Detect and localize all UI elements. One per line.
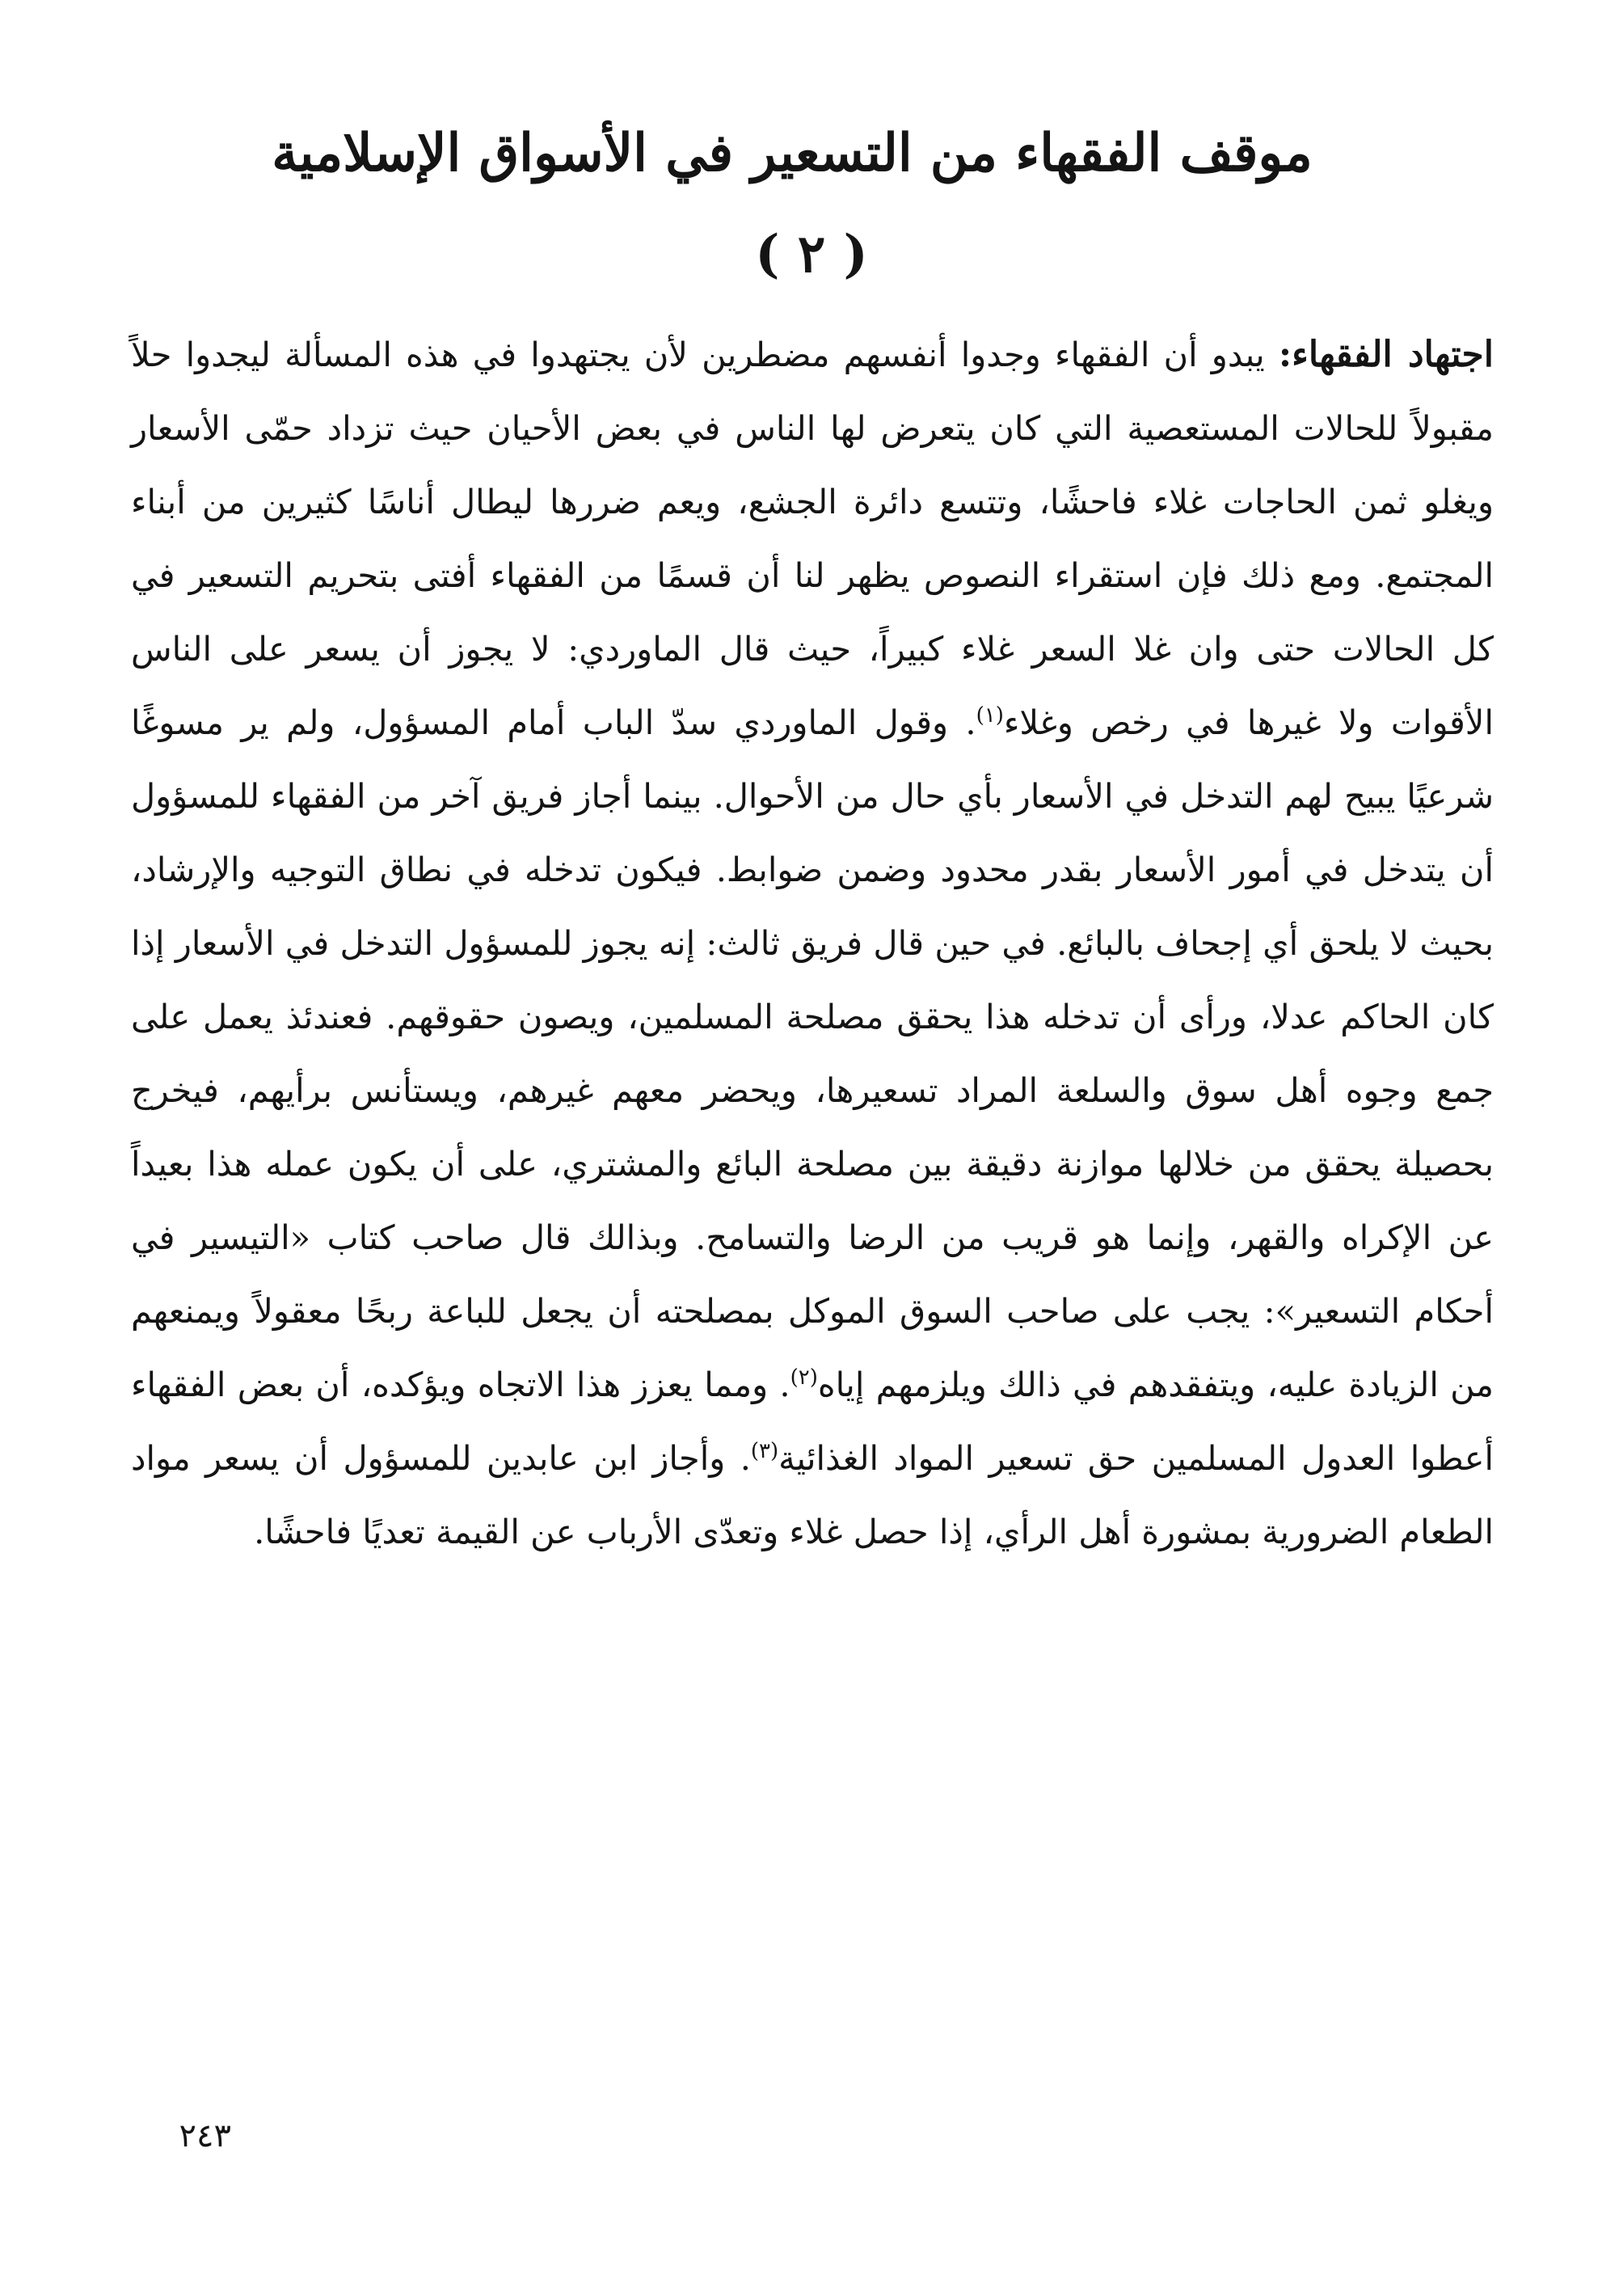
footnote-ref-3: (٣) (750, 1439, 779, 1464)
paragraph-text-1: يبدو أن الفقهاء وجدوا أنفسهم مضطرين لأن يجتهدوا في هذه المسألة ليجدوا حلاً مقبولاً للحالات المستعصية التي كان يتعرض لها الناس في بعض الأحيان حيث تزداد حمّى الأسعار ويغلو ثمن الحاجات غلاء فاحشًا، وتتسع دائرة الجشع، ويعم ضررها ليطال أناسًا كثيرين من أبناء المجتمع. ومع ذلك فإن استقراء النصوص يظهر لنا أن قسمًا من الفقهاء أفتى بتحريم التسعير في كل الحالات حتى وان غلا السعر غلاء كبيراً، حيث قال الماوردي: لا يجوز أن يسعر على الناس الأقوات ولا غيرها في رخص وغلاء (131, 335, 1494, 742)
paragraph-lead: اجتهاد الفقهاء: (1278, 334, 1494, 375)
paragraph-text-4: . وأجاز ابن عابدين للمسؤول أن يسعر مواد الطعام الضرورية بمشورة أهل الرأي، إذا حصل غلاء وتعدّى الأرباب عن القيمة تعديًا فاحشًا. (131, 1438, 1494, 1551)
footnote-ref-2: (٢) (790, 1365, 818, 1391)
part-number: ( ٢ ) (755, 224, 868, 285)
body-paragraph (131, 318, 1494, 1568)
page-number: ٢٤٣ (179, 2117, 231, 2155)
footnote-ref-1: (١) (976, 703, 1004, 728)
paragraph-text-3: . ومما يعزز هذا الاتجاه ويؤكده، أن بعض الفقهاء أعطوا العدول المسلمين حق تسعير المواد الغذائية (131, 1365, 1494, 1478)
page-title: موقف الفقهاء من التسعير في الأسواق الإسلامية (272, 123, 1313, 184)
paragraph-text-2: . وقول الماوردي سدّ الباب أمام المسؤول، ولم ير مسوغًا شرعيًا يبيح لهم التدخل في الأسعار بأي حال من الأحوال. بينما أجاز فريق آخر من الفقهاء للمسؤول أن يتدخل في أمور الأسعار بقدر محدود وضمن ضوابط. فيكون تدخله في نطاق التوجيه والإرشاد، بحيث لا يلحق أي إجحاف بالبائع. في حين قال فريق ثالث: إنه يجوز للمسؤول التدخل في الأسعار إذا كان الحاكم عدلا، ورأى أن تدخله هذا يحقق مصلحة المسلمين، ويصون حقوقهم. فعندئذ يعمل على جمع وجوه أهل سوق والسلعة المراد تسعيرها، ويحضر معهم غيرهم، ويستأنس برأيهم، فيخرج بحصيلة يحقق من خلالها موازنة دقيقة بين مصلحة البائع والمشتري، على أن يكون عمله هذا بعيداً عن الإكراه والقهر، وإنما هو قريب من الرضا والتسامح. وبذالك قال صاحب كتاب «التيسير في أحكام التسعير»: يجب على صاحب السوق الموكل بمصلحته أن يجعل للباعة ربحًا معقولاً ويمنعهم من الزيادة عليه، ويتفقدهم في ذالك ويلزمهم إياه (131, 703, 1494, 1404)
